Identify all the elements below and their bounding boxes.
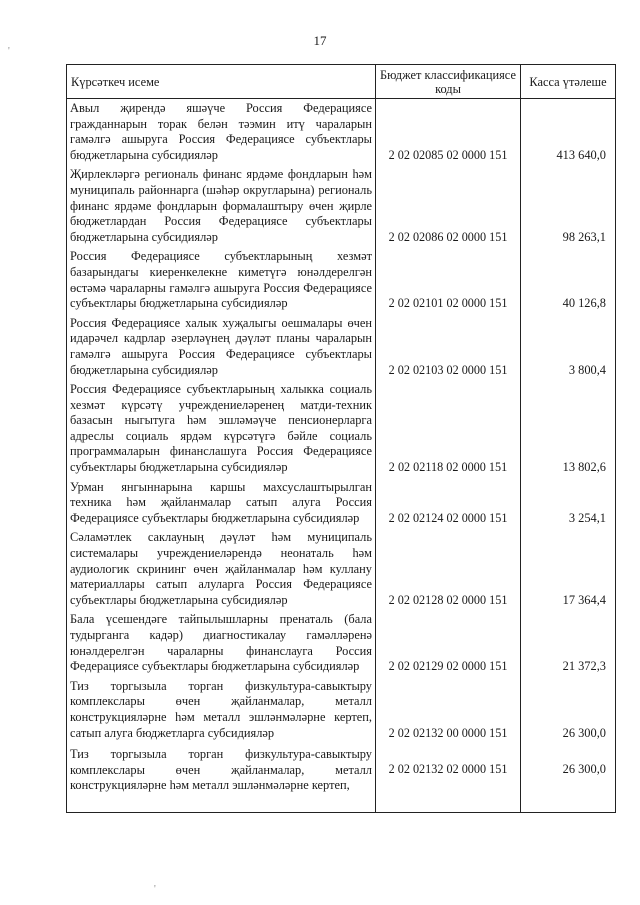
row-name: Россия Федерациясе халык хуҗалыгы оешмалары өчен идарәчел кадрлар әзерләүнең дәүләт планы чараларын гамәлгә ашыруга Россия Федерациясе субъектлары бюджетларына субсидияләр [67,316,376,382]
page-number: 17 [313,33,327,48]
table-row [67,679,616,745]
row-sum: 98 263,1 [521,167,616,249]
row-code: 2 02 02118 02 0000 151 [376,382,521,480]
row-sum: 3 800,4 [521,316,616,382]
row-name: Бала үсешендәге тайпылышларны пренаталь (бала тудырганга кадәр) диагностикалау гамәлләренә юнәлдерелгән чараларны финанслауга Россия Федерациясе субъектлары бюджетларына субсидияләр [67,612,376,678]
row-name: Авыл җирендә яшәүче Россия Федерациясе гражданнарын торак белән тәэмин итү чараларын гамәлгә ашыруга Россия Федерациясе субъектлары бюджетларына субсидияләр [67,99,376,168]
scan-mark: ' [154,884,156,895]
table-row [67,99,616,168]
row-name: Россия Федерациясе субъектларының халыкка социаль хезмәт күрсәтү учреждениеләренең матди-техник базасын ныгытуга һәм эшләмәүче пенсионерларга адреслы социаль ярдәм күрсәтүгә бәйле социаль программаларын финанслашуга Россия Федерациясе субъектлары бюджетларына субсидияләр [67,382,376,480]
table-row [67,249,616,315]
scan-mark: ' [8,46,10,57]
table-row [67,316,616,382]
table-header-row [67,65,616,99]
row-sum: 413 640,0 [521,99,616,168]
table-row [67,745,616,813]
row-code: 2 02 02129 02 0000 151 [376,612,521,678]
header-indicator-name: Күрсәткеч исеме [67,65,376,99]
row-sum: 26 300,0 [521,745,616,813]
row-name: Урман янгыннарына каршы махсуслаштырылган техника һәм җайланмалар сатып алуга Россия Федерациясе субъектлары бюджетларына субсидияләр [67,480,376,531]
budget-table [66,64,616,813]
row-code: 2 02 02128 02 0000 151 [376,530,521,612]
table-row [67,382,616,480]
row-code: 2 02 02132 00 0000 151 [376,679,521,745]
row-sum: 17 364,4 [521,530,616,612]
table-row [67,530,616,612]
row-code: 2 02 02132 02 0000 151 [376,745,521,813]
row-sum: 3 254,1 [521,480,616,531]
row-code: 2 02 02103 02 0000 151 [376,316,521,382]
table-row [67,167,616,249]
row-name: Тиз торгызыла торган физкультура-савыктыру комплекслары өчен җайланмалар, металл конструкцияләрне һәм металл эшләнмәләрне кертеп, [67,745,376,813]
row-code: 2 02 02085 02 0000 151 [376,99,521,168]
row-sum: 40 126,8 [521,249,616,315]
table-row [67,480,616,531]
row-name: Сәламәтлек саклауның дәүләт һәм муниципаль системалары учреждениеләрендә неонаталь һәм аудиологик скрининг өчен җайланмалар һәм куллану материаллары сатып алуларга Россия Федерациясе субъектлары бюджетларына субсидияләр [67,530,376,612]
row-name: Тиз торгызыла торган физкультура-савыктыру комплекслары өчен җайланмалар, металл конструкцияләрне һәм металл эшләнмәләрне кертеп, сатып алуга бюджетларга субсидияләр [67,679,376,745]
row-name: Россия Федерациясе субъектларының хезмәт базарындагы киеренкелекне киметүгә юнәлдерелгән өстәмә чараларны гамәлгә ашыруга Россия Федерациясе субъектлары бюджетларына субсидияләр [67,249,376,315]
row-code: 2 02 02101 02 0000 151 [376,249,521,315]
row-sum: 26 300,0 [521,679,616,745]
table-row [67,612,616,678]
row-code: 2 02 02124 02 0000 151 [376,480,521,531]
header-budget-code: Бюджет классификациясе коды [376,65,521,99]
row-sum: 13 802,6 [521,382,616,480]
row-name: Җирлекләргә региональ финанс ярдәме фондларын һәм муниципаль районнарга (шәһәр округларына) региональ финанс ярдәме фондларын формалаштыру өчен җирле бюджетлардан Россия Федерациясе субъектлары бюджетларына субсидияләр [67,167,376,249]
header-cash-execution: Касса үтәлеше [521,65,616,99]
row-code: 2 02 02086 02 0000 151 [376,167,521,249]
row-sum: 21 372,3 [521,612,616,678]
